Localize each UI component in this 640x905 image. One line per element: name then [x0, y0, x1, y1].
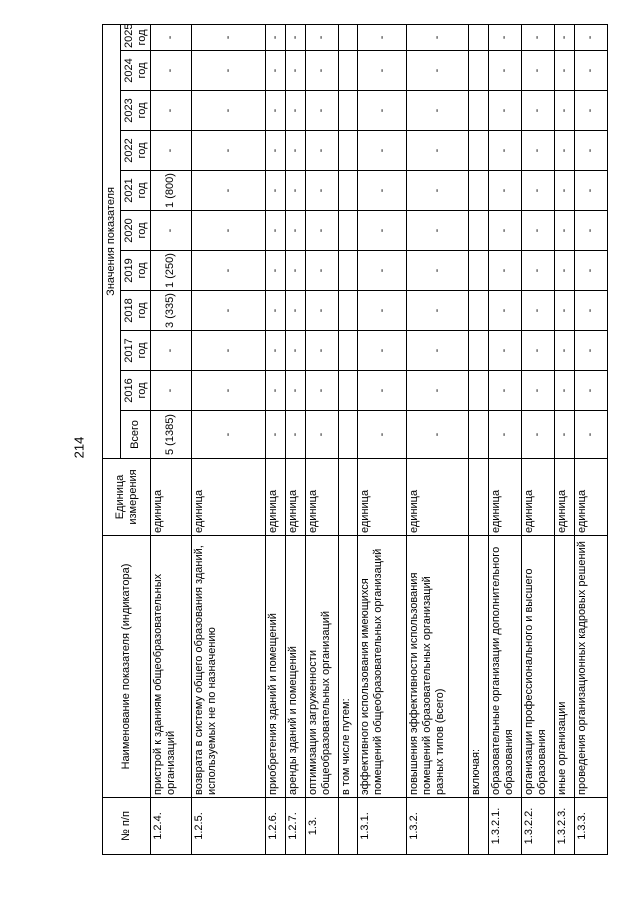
value-cell: -: [407, 331, 469, 371]
row-name: эффективного использования имеющихся помещений общеобразовательных организаций: [358, 536, 407, 798]
value-cell: [338, 251, 358, 291]
row-number: 1.3.1.: [358, 798, 407, 855]
value-cell: -: [305, 331, 338, 371]
value-cell: [468, 211, 488, 251]
value-cell: -: [554, 24, 574, 50]
value-cell: -: [265, 291, 285, 331]
row-name: иные организации: [554, 536, 574, 798]
value-cell: -: [521, 291, 554, 331]
value-cell: -: [285, 291, 305, 331]
header-year: 2018 год: [121, 291, 151, 331]
value-cell: -: [265, 91, 285, 131]
page-number: 214: [71, 436, 87, 459]
header-values: Значения показателя: [103, 24, 121, 458]
value-cell: -: [488, 51, 521, 91]
value-cell: [338, 51, 358, 91]
value-cell: -: [265, 251, 285, 291]
value-cell: -: [305, 131, 338, 171]
value-cell: -: [358, 331, 407, 371]
table-row: [151, 24, 192, 854]
value-cell: -: [191, 291, 265, 331]
header-year: 2016 год: [121, 371, 151, 411]
value-cell: -: [191, 131, 265, 171]
table-row: [468, 24, 488, 854]
row-name: приобретения зданий и помещений: [265, 536, 285, 798]
value-cell: -: [574, 51, 607, 91]
row-number: 1.3.: [305, 798, 338, 855]
table-row: [191, 24, 265, 854]
value-cell: -: [358, 411, 407, 459]
value-cell: -: [151, 331, 192, 371]
value-cell: -: [574, 371, 607, 411]
value-cell: -: [488, 171, 521, 211]
value-cell: -: [488, 411, 521, 459]
row-unit: единица: [191, 459, 265, 536]
value-cell: -: [488, 91, 521, 131]
value-cell: [338, 211, 358, 251]
value-cell: -: [285, 411, 305, 459]
value-cell: -: [554, 171, 574, 211]
row-name: оптимизации загруженности общеобразовательных организаций: [305, 536, 338, 798]
row-number: 1.2.7.: [285, 798, 305, 855]
row-number: 1.3.3.: [574, 798, 607, 855]
value-cell: -: [521, 171, 554, 211]
value-cell: -: [191, 211, 265, 251]
value-cell: -: [285, 171, 305, 211]
value-cell: 1 (250): [151, 251, 192, 291]
header-num: № п/п: [103, 798, 151, 855]
row-number: [468, 798, 488, 855]
row-name: организации профессионального и высшего образования: [521, 536, 554, 798]
value-cell: -: [554, 371, 574, 411]
row-number: 1.3.2.3.: [554, 798, 574, 855]
value-cell: [338, 91, 358, 131]
header-year: 2019 год: [121, 251, 151, 291]
value-cell: [468, 24, 488, 50]
value-cell: -: [285, 251, 305, 291]
row-number: 1.3.2.2.: [521, 798, 554, 855]
value-cell: -: [521, 251, 554, 291]
rotated-table-wrapper: [102, 23, 608, 855]
value-cell: -: [265, 131, 285, 171]
row-unit: единица: [554, 459, 574, 536]
value-cell: -: [521, 91, 554, 131]
table-body: [151, 24, 608, 854]
value-cell: -: [407, 51, 469, 91]
value-cell: -: [265, 171, 285, 211]
value-cell: -: [151, 131, 192, 171]
value-cell: -: [191, 411, 265, 459]
value-cell: -: [285, 131, 305, 171]
header-name: Наименование показателя (индикатора): [103, 536, 151, 798]
value-cell: 5 (1385): [151, 411, 192, 459]
value-cell: -: [521, 371, 554, 411]
value-cell: -: [574, 251, 607, 291]
value-cell: -: [358, 51, 407, 91]
row-unit: единица: [407, 459, 469, 536]
value-cell: -: [285, 91, 305, 131]
value-cell: -: [151, 24, 192, 50]
value-cell: -: [521, 211, 554, 251]
value-cell: -: [407, 411, 469, 459]
value-cell: -: [305, 291, 338, 331]
row-number: 1.2.4.: [151, 798, 192, 855]
row-number: 1.3.2.1.: [488, 798, 521, 855]
table-row: [554, 24, 574, 854]
value-cell: -: [407, 251, 469, 291]
table-row: [407, 24, 469, 854]
value-cell: [338, 24, 358, 50]
value-cell: -: [305, 171, 338, 211]
table-row: [358, 24, 407, 854]
value-cell: [338, 331, 358, 371]
value-cell: -: [285, 51, 305, 91]
table-row: [285, 24, 305, 854]
value-cell: -: [191, 24, 265, 50]
value-cell: -: [574, 131, 607, 171]
header-year: 2025 год: [121, 24, 151, 50]
value-cell: -: [521, 24, 554, 50]
value-cell: -: [265, 24, 285, 50]
value-cell: [468, 251, 488, 291]
row-unit: [468, 459, 488, 536]
value-cell: -: [407, 371, 469, 411]
row-unit: [338, 459, 358, 536]
header-year: 2020 год: [121, 211, 151, 251]
value-cell: [468, 291, 488, 331]
row-name: образовательные организации дополнительного образования: [488, 536, 521, 798]
value-cell: -: [265, 51, 285, 91]
value-cell: [468, 51, 488, 91]
value-cell: -: [554, 291, 574, 331]
value-cell: [468, 331, 488, 371]
value-cell: -: [151, 211, 192, 251]
value-cell: -: [151, 91, 192, 131]
row-number: [338, 798, 358, 855]
value-cell: -: [151, 51, 192, 91]
value-cell: [468, 91, 488, 131]
value-cell: [338, 291, 358, 331]
header-year: 2023 год: [121, 91, 151, 131]
value-cell: -: [488, 291, 521, 331]
value-cell: [338, 131, 358, 171]
value-cell: [468, 171, 488, 211]
value-cell: -: [574, 24, 607, 50]
value-cell: -: [407, 171, 469, 211]
value-cell: [468, 371, 488, 411]
value-cell: -: [265, 411, 285, 459]
row-name: в том числе путем:: [338, 536, 358, 798]
value-cell: -: [191, 371, 265, 411]
value-cell: -: [305, 411, 338, 459]
value-cell: -: [554, 331, 574, 371]
row-unit: единица: [285, 459, 305, 536]
row-name: возврата в систему общего образования зданий, используемых не по назначению: [191, 536, 265, 798]
value-cell: -: [488, 331, 521, 371]
value-cell: -: [554, 91, 574, 131]
table-row: [488, 24, 521, 854]
value-cell: -: [574, 171, 607, 211]
value-cell: -: [191, 331, 265, 371]
value-cell: -: [574, 291, 607, 331]
value-cell: -: [407, 291, 469, 331]
value-cell: -: [191, 91, 265, 131]
value-cell: -: [265, 371, 285, 411]
value-cell: [468, 411, 488, 459]
row-unit: единица: [521, 459, 554, 536]
value-cell: -: [305, 211, 338, 251]
value-cell: -: [358, 251, 407, 291]
value-cell: -: [305, 371, 338, 411]
value-cell: -: [521, 411, 554, 459]
value-cell: 1 (800): [151, 171, 192, 211]
value-cell: -: [554, 251, 574, 291]
value-cell: -: [574, 331, 607, 371]
row-name: проведения организационных кадровых решений: [574, 536, 607, 798]
value-cell: 3 (335): [151, 291, 192, 331]
value-cell: -: [488, 211, 521, 251]
value-cell: -: [285, 331, 305, 371]
value-cell: -: [574, 91, 607, 131]
value-cell: -: [407, 91, 469, 131]
indicator-table: [102, 24, 608, 855]
value-cell: [338, 171, 358, 211]
value-cell: -: [358, 171, 407, 211]
value-cell: -: [488, 371, 521, 411]
row-unit: единица: [358, 459, 407, 536]
value-cell: -: [358, 131, 407, 171]
value-cell: -: [554, 131, 574, 171]
table-row: [265, 24, 285, 854]
value-cell: [468, 131, 488, 171]
value-cell: -: [554, 411, 574, 459]
row-unit: единица: [265, 459, 285, 536]
value-cell: -: [285, 24, 305, 50]
value-cell: -: [265, 331, 285, 371]
row-unit: единица: [574, 459, 607, 536]
value-cell: -: [407, 24, 469, 50]
value-cell: -: [191, 171, 265, 211]
value-cell: -: [574, 211, 607, 251]
value-cell: -: [521, 331, 554, 371]
value-cell: -: [305, 51, 338, 91]
header-year: 2024 год: [121, 51, 151, 91]
row-name: пристрой к зданиям общеобразовательных организаций: [151, 536, 192, 798]
header-year: 2017 год: [121, 331, 151, 371]
row-unit: единица: [305, 459, 338, 536]
table-row: [338, 24, 358, 854]
value-cell: -: [305, 91, 338, 131]
row-number: 1.2.5.: [191, 798, 265, 855]
row-unit: единица: [151, 459, 192, 536]
row-name: включая:: [468, 536, 488, 798]
value-cell: -: [265, 211, 285, 251]
row-unit: единица: [488, 459, 521, 536]
value-cell: [338, 371, 358, 411]
header-unit: Единица измерения: [103, 459, 151, 536]
value-cell: -: [358, 91, 407, 131]
table-row: [521, 24, 554, 854]
value-cell: -: [407, 211, 469, 251]
table-row: [305, 24, 338, 854]
value-cell: -: [407, 131, 469, 171]
value-cell: -: [358, 291, 407, 331]
row-number: 1.2.6.: [265, 798, 285, 855]
table-row: [574, 24, 607, 854]
value-cell: -: [305, 24, 338, 50]
value-cell: -: [191, 251, 265, 291]
value-cell: -: [358, 371, 407, 411]
value-cell: -: [574, 411, 607, 459]
value-cell: -: [521, 51, 554, 91]
row-name: аренды зданий и помещений: [285, 536, 305, 798]
value-cell: -: [488, 24, 521, 50]
value-cell: -: [488, 251, 521, 291]
value-cell: -: [554, 211, 574, 251]
value-cell: -: [285, 371, 305, 411]
header-total: Всего: [121, 411, 151, 459]
value-cell: -: [358, 24, 407, 50]
value-cell: [338, 411, 358, 459]
value-cell: -: [285, 211, 305, 251]
value-cell: -: [488, 131, 521, 171]
value-cell: -: [521, 131, 554, 171]
value-cell: -: [358, 211, 407, 251]
value-cell: -: [191, 51, 265, 91]
row-number: 1.3.2.: [407, 798, 469, 855]
value-cell: -: [554, 51, 574, 91]
header-year: 2022 год: [121, 131, 151, 171]
row-name: повышения эффективности использования помещений образовательных организаций разных типов (всего): [407, 536, 469, 798]
value-cell: -: [151, 371, 192, 411]
header-year: 2021 год: [121, 171, 151, 211]
value-cell: -: [305, 251, 338, 291]
